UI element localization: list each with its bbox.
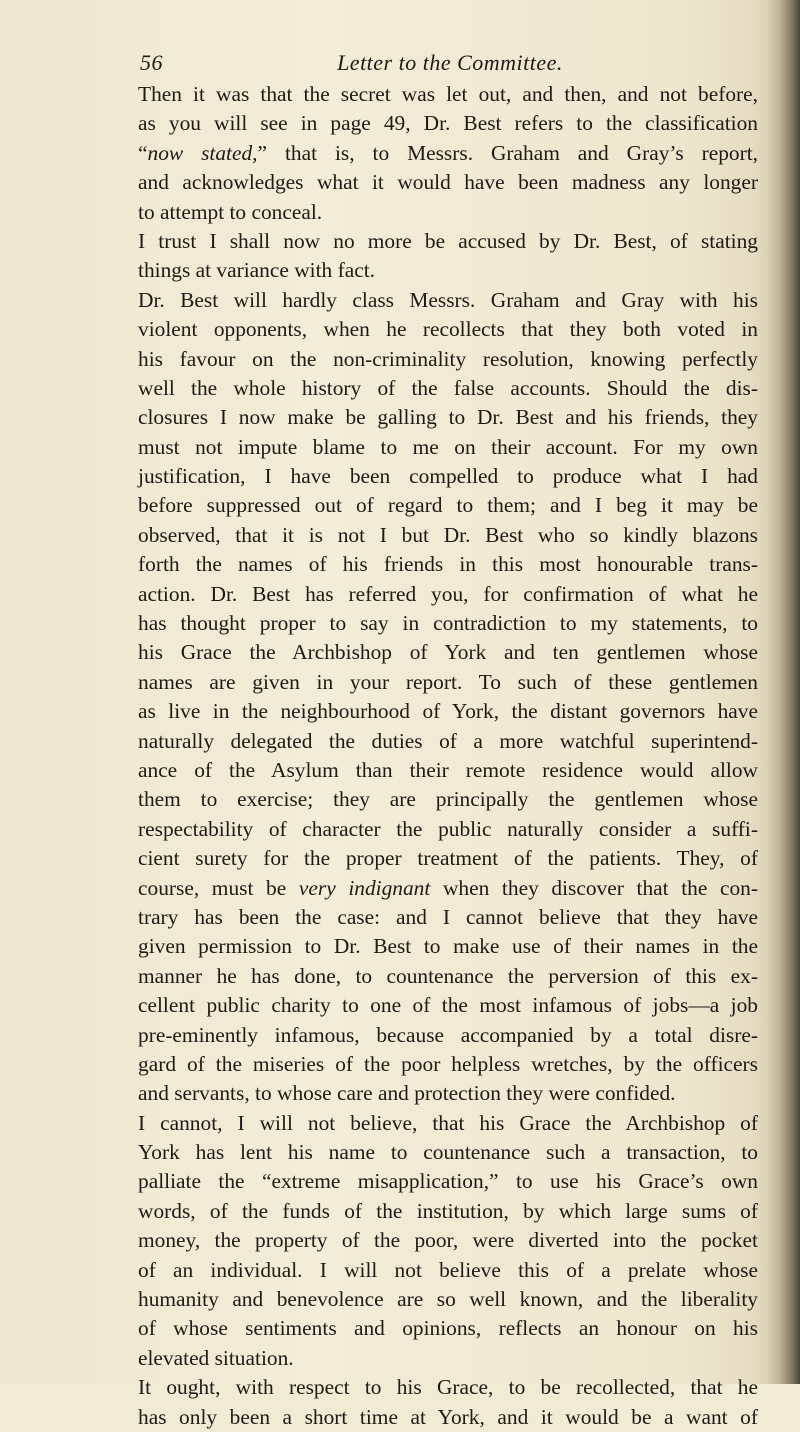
text-line: well the whole history of the false accounts. Should the dis-	[138, 375, 758, 400]
text-line: gard of the miseries of the poor helpless wretches, by the officers	[138, 1051, 758, 1076]
text-line: has only been a short time at York, and it would be a want of	[138, 1404, 758, 1429]
text-line: must not impute blame to me on their account. For my own	[138, 434, 758, 459]
text-line: justification, I have been compelled to produce what I had	[138, 464, 758, 489]
text-line: trary has been the case: and I cannot believe that they have	[138, 904, 758, 929]
italic-text: now stated,	[147, 140, 258, 165]
text-line: violent opponents, when he recollects that they both voted in	[138, 317, 758, 342]
text-line: course, must be very indignant when they discover that the con-	[138, 875, 758, 900]
text-line: things at variance with fact.	[138, 258, 375, 283]
text-line: given permission to Dr. Best to make use of their names in the	[138, 934, 758, 959]
text-line: Then it was that the secret was let out, and then, and not before,	[138, 82, 758, 106]
text-line: of an individual. I will not believe this of a prelate whose	[138, 1257, 758, 1282]
text-line: them to exercise; they are principally the gentlemen whose	[138, 787, 758, 812]
text-line: pre-eminently infamous, because accompanied by a total disre-	[138, 1022, 758, 1047]
text-line: to attempt to conceal.	[138, 199, 323, 224]
text-line: as you will see in page 49, Dr. Best refers to the classification	[138, 111, 758, 136]
text-line: “now stated,” that is, to Messrs. Graham and Gray’s report,	[138, 140, 759, 165]
text-line: Dr. Best will hardly class Messrs. Graham and Gray with his	[138, 287, 758, 312]
text-line: I cannot, I will not believe, that his Grace the Archbishop of	[138, 1110, 758, 1135]
text-line: his Grace the Archbishop of York and ten gentlemen whose	[138, 640, 758, 665]
text-line: palliate the “extreme misapplication,” to use his Grace’s own	[138, 1169, 758, 1194]
text-line: before suppressed out of regard to them; and I beg it may be	[138, 493, 758, 518]
text-line: humanity and benevolence are so well known, and the liberality	[138, 1287, 758, 1312]
text-line: cellent public charity to one of the most infamous of jobs—a job	[138, 993, 758, 1018]
text-line: money, the property of the poor, were diverted into the pocket	[138, 1228, 758, 1253]
text-line: naturally delegated the duties of a more watchful superintend-	[138, 728, 758, 753]
text-line: ance of the Asylum than their remote residence would allow	[138, 757, 758, 782]
text-line: cient surety for the proper treatment of the patients. They, of	[138, 846, 758, 871]
page-number: 56	[140, 50, 163, 75]
text-line: I trust I shall now no more be accused by Dr. Best, of stating	[138, 228, 758, 253]
italic-text: very indignant	[298, 875, 431, 900]
text-line: and servants, to whose care and protection they were confided.	[138, 1081, 676, 1106]
text-line: It ought, with respect to his Grace, to be recollected, that he	[138, 1375, 758, 1400]
text-line: respectability of character the public naturally consider a suffi-	[138, 816, 758, 841]
text-line: as live in the neighbourhood of York, the distant governors have	[138, 699, 758, 724]
text-line: of whose sentiments and opinions, reflects an honour on his	[138, 1316, 758, 1341]
text-line: York has lent his name to countenance such a transaction, to	[138, 1140, 758, 1165]
running-title: Letter to the Committee.	[337, 50, 563, 75]
text-line: and acknowledges what it would have been madness any longer	[138, 170, 758, 195]
text-line: observed, that it is not I but Dr. Best who so kindly blazons	[138, 522, 758, 547]
binding-gutter-shadow	[766, 0, 800, 1384]
text-line: elevated situation.	[138, 1345, 294, 1370]
text-line: names are given in your report. To such of these gentlemen	[138, 669, 758, 694]
text-line: has thought proper to say in contradiction to my statements, to	[138, 611, 758, 636]
text-line: manner he has done, to countenance the perversion of this ex-	[138, 963, 758, 988]
text-line: words, of the funds of the institution, by which large sums of	[138, 1198, 758, 1223]
text-line: his favour on the non-criminality resolution, knowing perfectly	[138, 346, 758, 371]
body-text	[138, 80, 758, 1432]
text-line: forth the names of his friends in this most honourable trans-	[138, 552, 758, 577]
text-line: closures I now make be galling to Dr. Best and his friends, they	[138, 405, 758, 430]
text-line: action. Dr. Best has referred you, for confirmation of what he	[138, 581, 758, 606]
